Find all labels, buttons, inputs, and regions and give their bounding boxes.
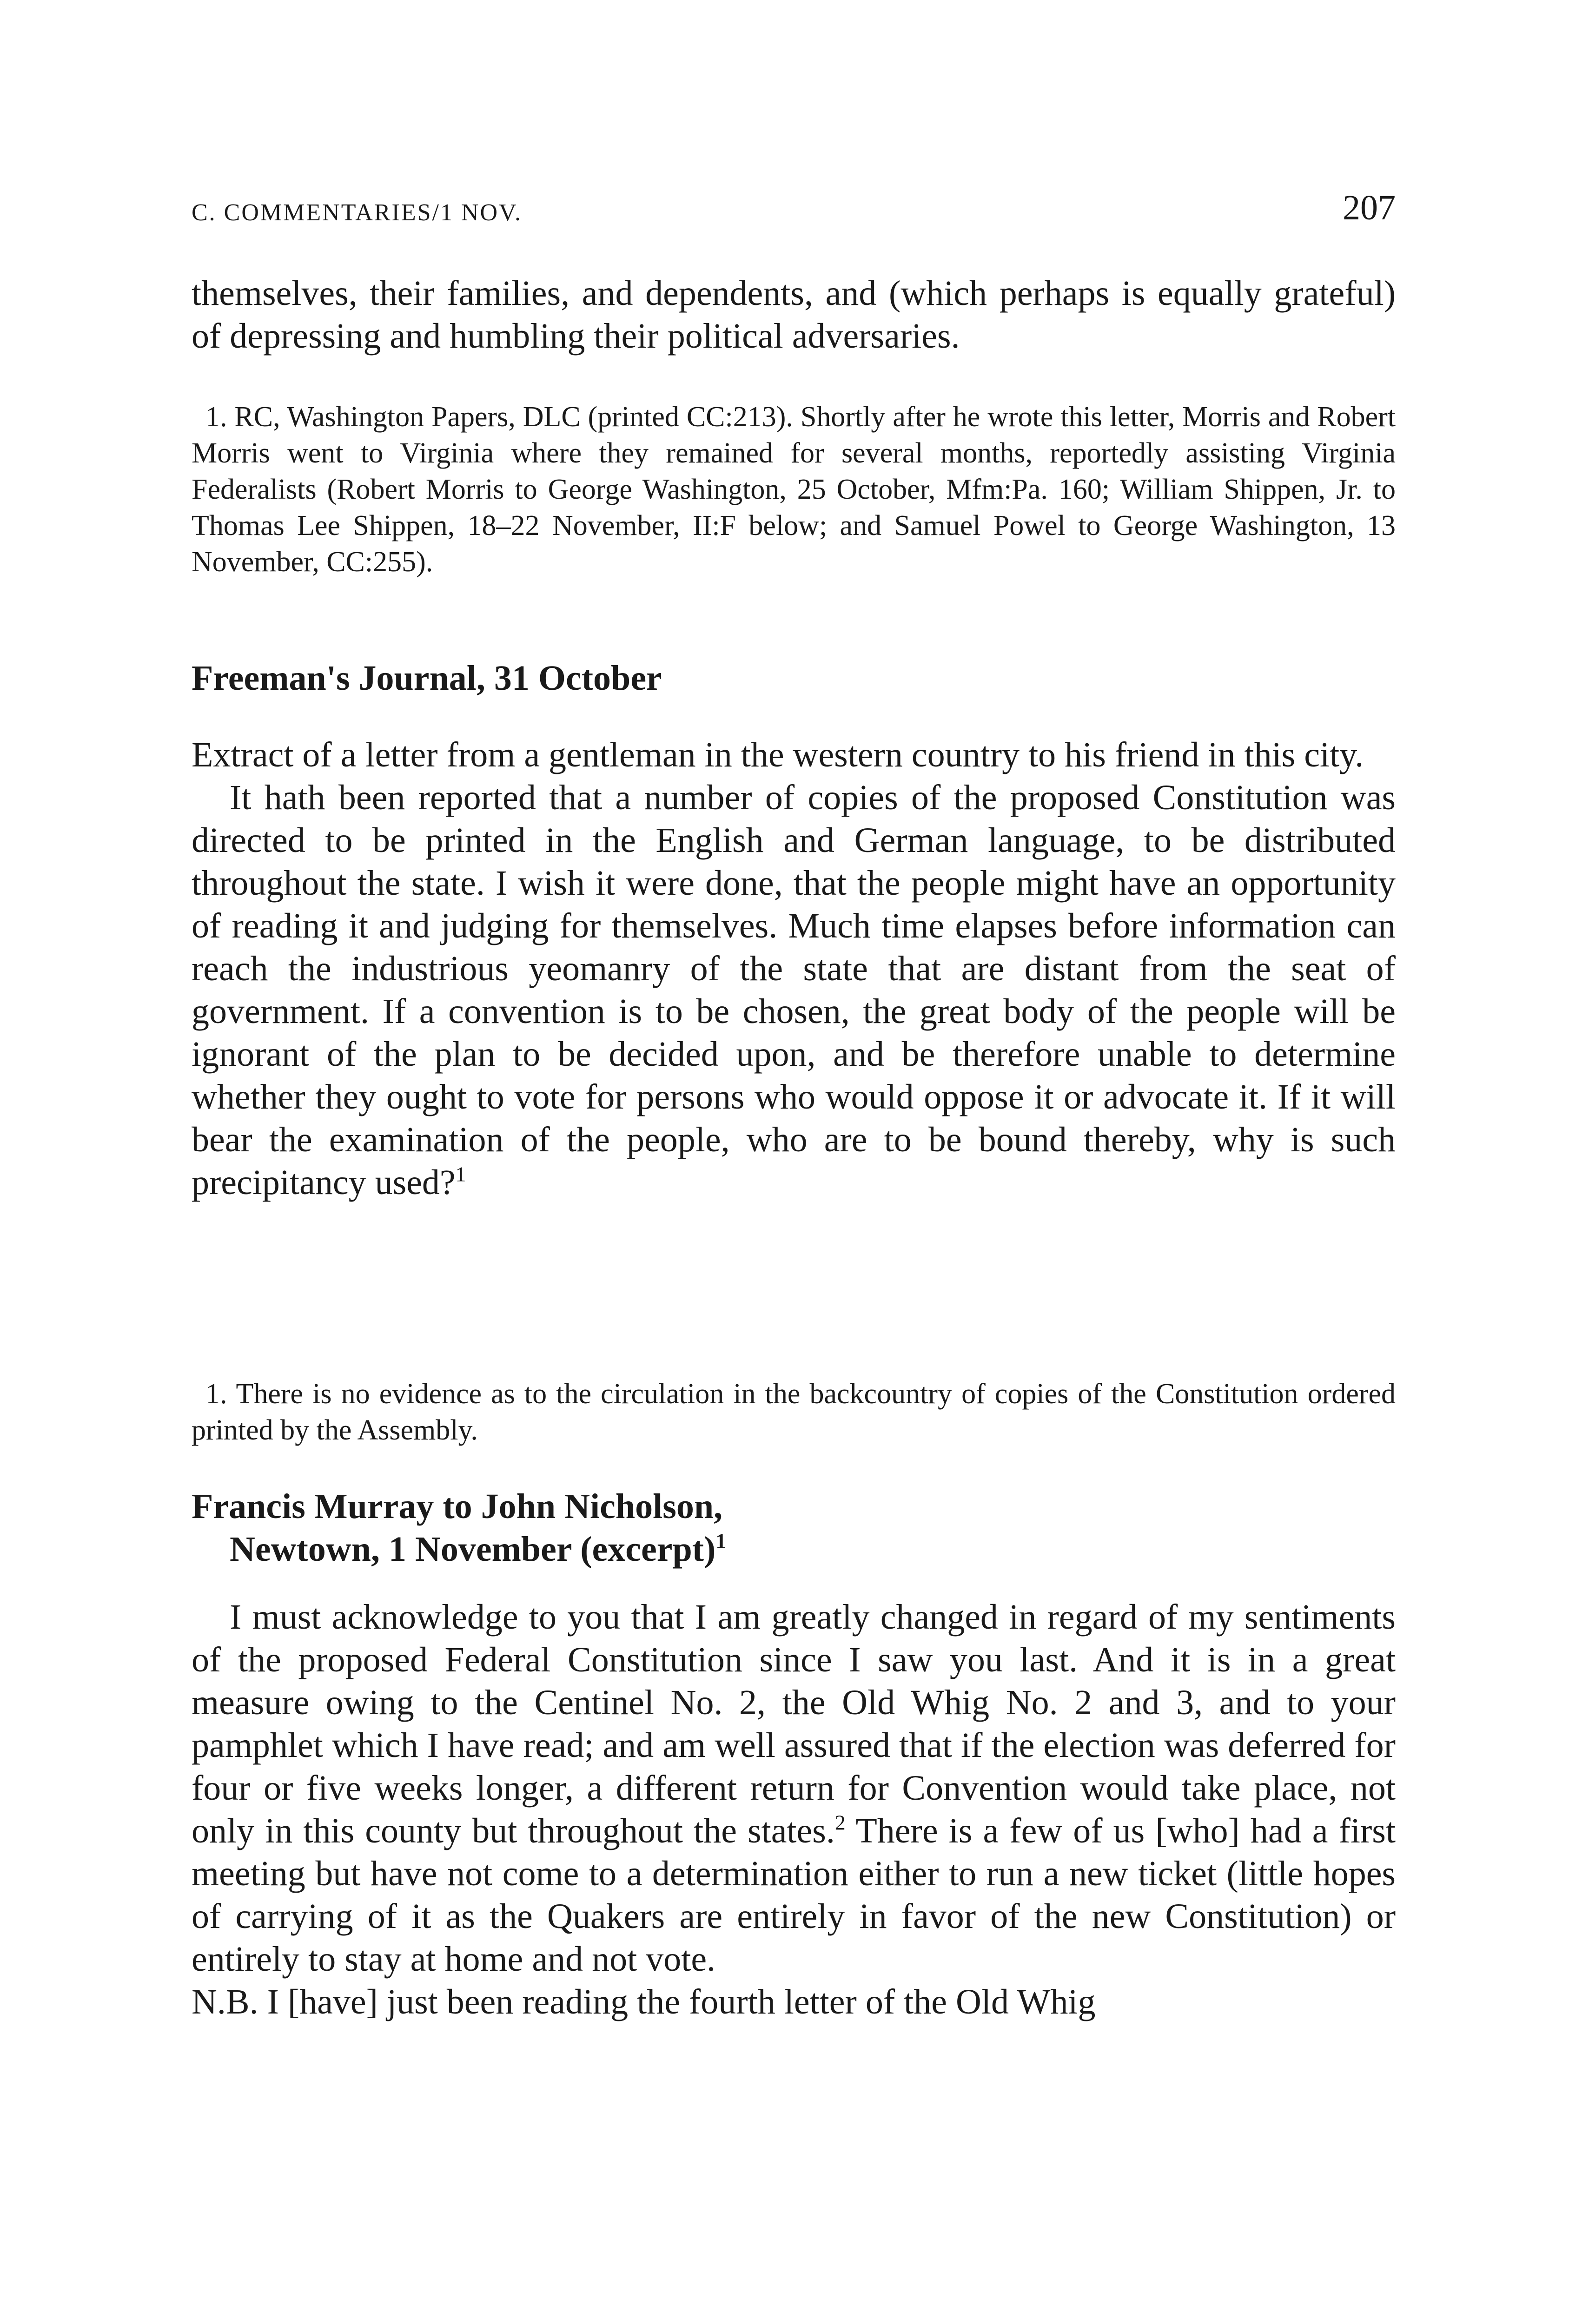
- section-heading-line-2: [192, 1528, 1396, 1571]
- footnote-text: 1. RC, Washington Papers, DLC (printed CC:213). Shortly after he wrote this letter, Morris and Robert Morris went to Virginia where they remained for several months, reportedly assisting Virginia Federalists (Robert Morris to George Washington, 25 October, Mfm:Pa. 160; William Shippen, Jr. to Thomas Lee Shippen, 18–22 November, II:F below; and Samuel Powel to George Washington, 13 November, CC:255).: [192, 401, 1396, 578]
- carryover-paragraph: [192, 272, 1396, 357]
- footnote-reference: 2: [834, 1810, 846, 1835]
- section-heading-freemans-journal: [192, 657, 1396, 700]
- page-number: 207: [1343, 188, 1396, 227]
- letter-body-murray: [192, 1596, 1396, 2023]
- letter-paragraph-text-part-2: There is a few of us [who] had a first meeting but have not come to a determination either to run a new ticket (little hopes of carrying of it as the Quakers are entirely in favor of the new Constitution) or entirely to stay at home and not vote.: [192, 1811, 1396, 1979]
- footnote-reference: 1: [715, 1529, 727, 1553]
- running-head-label: C. COMMENTARIES/1 NOV.: [192, 199, 522, 226]
- footnote-block: [192, 1376, 1396, 1448]
- letter-paragraph: [192, 776, 1396, 1204]
- footnote-reference: 1: [455, 1162, 466, 1186]
- letter-nb-line: N.B. I [have] just been reading the fourth letter of the Old Whig: [192, 1982, 1096, 2021]
- letter-paragraph: [192, 1596, 1396, 1981]
- carryover-text: themselves, their families, and dependents, and (which perhaps is equally grateful) of depressing and humbling their political adversaries.: [192, 274, 1396, 356]
- letter-paragraph-text-part-1: I must acknowledge to you that I am greatly changed in regard of my sentiments of the proposed Federal Constitution since I saw you last. And it is in a great measure owing to the Centinel No. 2, the Old Whig No. 2 and 3, and to your pamphlet which I have read; and am well assured that if the election was deferred for four or five weeks longer, a different return for Convention would take place, not only in this county but throughout the states.: [192, 1598, 1396, 1850]
- section-heading-line-1: Francis Murray to John Nicholson,: [192, 1487, 723, 1526]
- section-heading-murray-to-nicholson: [192, 1485, 1396, 1571]
- section-heading-line-2-text: Newtown, 1 November (excerpt): [230, 1530, 716, 1569]
- letter-paragraph-text: It hath been reported that a number of copies of the proposed Constitution was directed to be printed in the English and German language, to be distributed throughout the state. I wish it were done, that the people might have an opportunity of reading it and judging for themselves. Much time elapses before information can reach the industrious yeomanry of the state that are distant from the seat of government. If a convention is to be chosen, the great body of the people will be ignorant of the plan to be decided upon, and be therefore unable to determine whether they ought to vote for persons who would oppose it or advocate it. If it will bear the examination of the people, who are to be bound thereby, why is such precipitancy used?: [192, 778, 1396, 1202]
- letter-body-freemans-journal: [192, 733, 1396, 1204]
- letter-intro: Extract of a letter from a gentleman in the western country to his friend in this city.: [192, 735, 1364, 774]
- footnote-block: [192, 399, 1396, 580]
- running-head: [192, 188, 1396, 230]
- section-heading-text: Freeman's Journal, 31 October: [192, 659, 662, 698]
- footnote-text: 1. There is no evidence as to the circulation in the backcountry of copies of the Constitution ordered printed by the Assembly.: [192, 1378, 1396, 1446]
